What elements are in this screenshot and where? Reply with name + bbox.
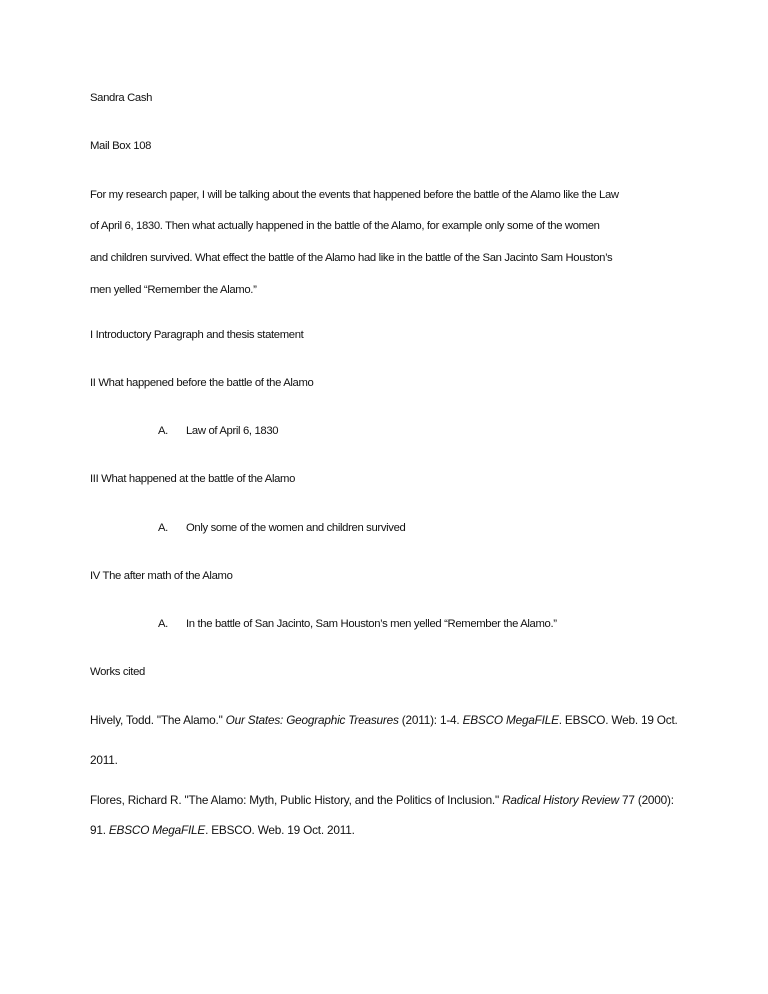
works-cited-heading: Works cited (90, 666, 145, 678)
intro-line: of April 6, 1830. Then what actually happened in the battle of the Alamo, for example only some of the women (90, 220, 600, 232)
outline-item-i: I Introductory Paragraph and thesis statement (90, 329, 304, 341)
outline-item-iii: III What happened at the battle of the Alamo (90, 473, 296, 485)
citation-text: 77 (2000): (618, 793, 674, 807)
citation-text: . EBSCO. Web. 19 Oct. 2011. (205, 823, 355, 837)
citation-journal: Radical History Review (502, 793, 619, 807)
intro-line: For my research paper, I will be talking about the events that happened before the battle of the Alamo like the Law (90, 189, 619, 201)
outline-item-ii: II What happened before the battle of the Alamo (90, 377, 314, 389)
citation-line: 2011. (90, 753, 118, 767)
subitem-text: Law of April 6, 1830 (186, 425, 279, 437)
citation-title: Our States: Geographic Treasures (225, 713, 399, 727)
citation-line (90, 712, 678, 728)
mailbox: Mail Box 108 (90, 140, 152, 152)
citation-text: . EBSCO. Web. 19 Oct. (558, 713, 678, 727)
subitem-letter: A. (158, 425, 168, 437)
citation-text: Flores, Richard R. "The Alamo: Myth, Public History, and the Politics of Inclusion." (90, 793, 503, 807)
subitem-letter: A. (158, 522, 168, 534)
citation-text: 91. (90, 823, 109, 837)
citation-line (90, 822, 355, 838)
author-name: Sandra Cash (90, 92, 153, 104)
citation-text: (2011): 1-4. (398, 713, 463, 727)
citation-database: EBSCO MegaFILE (108, 823, 206, 837)
outline-item-iv: IV The after math of the Alamo (90, 570, 233, 582)
citation-line (90, 792, 674, 808)
intro-line: and children survived. What effect the battle of the Alamo had like in the battle of the San Jacinto Sam Houston’s (90, 252, 613, 264)
subitem-text: In the battle of San Jacinto, Sam Houston’s men yelled “Remember the Alamo.” (186, 618, 557, 630)
subitem-letter: A. (158, 618, 168, 630)
citation-database: EBSCO MegaFILE (462, 713, 559, 727)
citation-text: Hively, Todd. "The Alamo." (90, 713, 226, 727)
intro-line: men yelled “Remember the Alamo.” (90, 284, 257, 296)
subitem-text: Only some of the women and children survived (186, 522, 406, 534)
